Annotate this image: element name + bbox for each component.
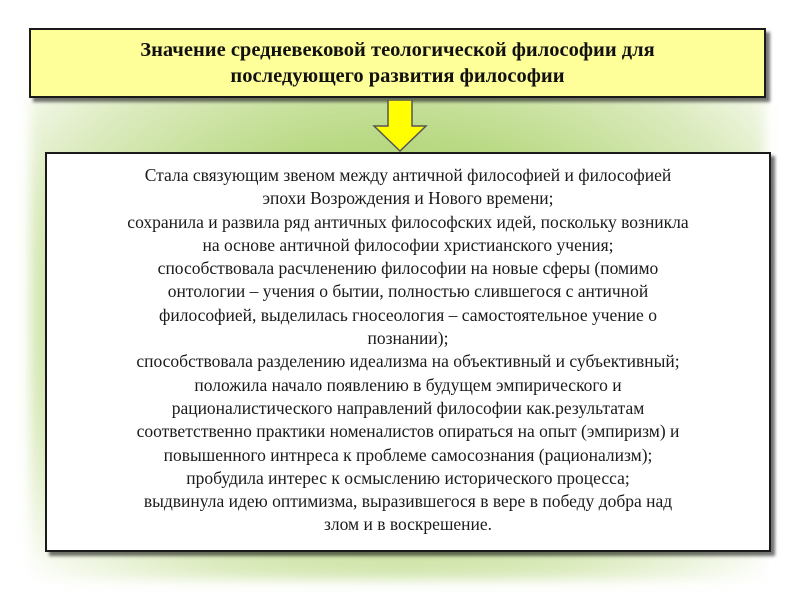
content-line: повышенного интнреса к проблеме самосознания (рационализм); [163,444,653,465]
content-line: злом и в воскрешение. [323,514,493,535]
content-line: соответственно практики номеналистов опираться на опыт (эмпиризм) и [136,421,680,442]
content-line: эпохи Возрождения и Нового времени; [262,188,554,209]
content-line: положила начало появлению в будущем эмпирического и [194,374,622,395]
content-line: способствовала разделению идеализма на объективный и субъективный; [136,351,680,372]
title-box [29,28,766,98]
content-line: онтологии – учения о бытии, полностью слившегося с античной [167,281,649,302]
content-box [45,152,771,552]
down-arrow-icon [372,100,428,152]
content-line: на основе античной философии христианского учения; [202,234,614,255]
content-line: пробудила интерес к осмыслению исторического процесса; [186,467,630,488]
content-line: сохранила и развила ряд античных философских идей, поскольку возникла [127,211,689,232]
content-line: рационалистического направлений философии как.результатам [171,397,645,418]
title-line-1: Значение средневековой теологической философии для [140,39,655,61]
content-line: выдвинула идею оптимизма, выразившегося в вере в победу добра над [143,491,673,512]
content-line: познании); [367,328,449,349]
title-line-2: последующего развития философии [230,65,565,87]
content-line: философией, выделилась гносеология – самостоятельное учение о [159,304,657,325]
content-line: Стала связующим звеном между античной философией и философией [144,165,672,185]
content-line: способствовала расчленению философии на новые сферы (помимо [157,258,659,279]
